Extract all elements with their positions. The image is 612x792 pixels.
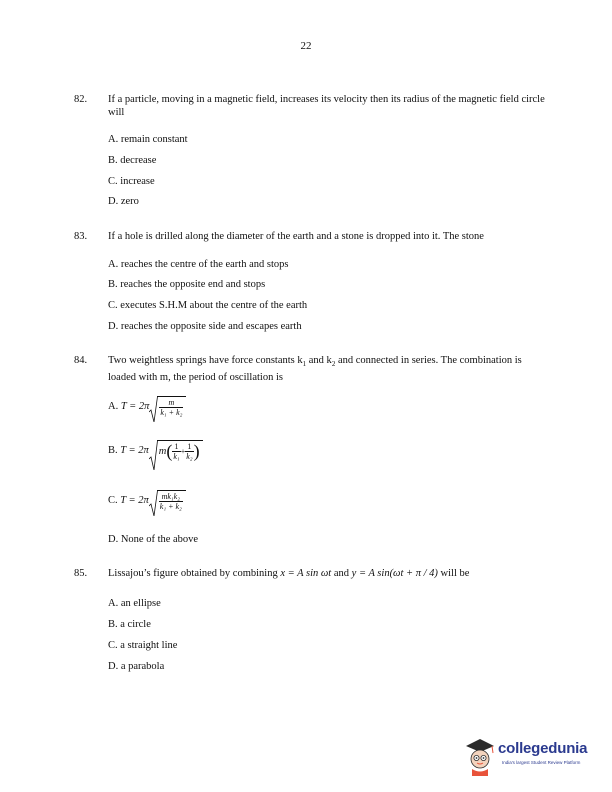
option-a: A. remain constant: [108, 134, 188, 145]
option-d: D. zero: [108, 196, 139, 207]
option-a: A. reaches the centre of the earth and stops: [108, 259, 289, 270]
option-d: D. None of the above: [108, 534, 199, 545]
option-c: C. increase: [108, 176, 155, 187]
question-text: Two weightless springs have force constants $k_1$ and $k_2$ and connected in series. The combination is loaded with m, the period of oscillation is: [108, 355, 522, 384]
question-number: 85.: [74, 568, 88, 579]
option-b: B. T = 2π m( $\frac{1}{\text{k₁}}$ + $\frac{1}{\text{k₂}}$ ): [108, 440, 203, 461]
option-c: C. T = 2π $\frac{\text{mk₁k₂}}{\text{k₁ + k₂}}$: [108, 490, 186, 511]
sqrt-sign: $\frac{m}{\text{k₁ + k₂}}$: [149, 396, 186, 417]
question-text: If a particle, moving in a magnetic field, increases its velocity then its radius of the magnetic field circle will: [108, 94, 545, 118]
question-number: 83.: [74, 231, 88, 242]
question-text: If a hole is drilled along the diameter of the earth and a stone is dropped into it. The stone: [108, 231, 484, 242]
question-text: Lissajou’s figure obtained by combining x = A sin ωt and y = A sin(ωt + π / 4) will be: [108, 568, 470, 579]
mascot-icon: [462, 736, 498, 776]
logo-wordmark: collegedunia: [498, 740, 588, 757]
sqrt-sign: $\frac{\text{mk₁k₂}}{\text{k₁ + k₂}}$: [149, 490, 186, 511]
option-b: B. reaches the opposite end and stops: [108, 279, 266, 290]
option-a: A. T = 2π $\frac{m}{\text{k₁ + k₂}}$: [108, 396, 186, 417]
option-c: C. a straight line: [108, 640, 178, 651]
option-d: D. reaches the opposite side and escapes earth: [108, 321, 302, 332]
option-d: D. a parabola: [108, 661, 165, 672]
option-b: B. a circle: [108, 619, 151, 630]
collegedunia-logo: [462, 736, 602, 776]
option-c: C. executes S.H.M about the centre of the earth: [108, 300, 308, 311]
option-a: A. an ellipse: [108, 598, 161, 609]
logo-tagline: India's largest Student Review Platform: [502, 760, 581, 765]
page-number: 22: [300, 40, 312, 52]
sqrt-sign: m( $\frac{1}{\text{k₁}}$ + $\frac{1}{\text{k₂}}$ ): [149, 440, 203, 461]
question-number: 82.: [74, 94, 88, 105]
question-number: 84.: [74, 355, 88, 366]
option-b: B. decrease: [108, 155, 157, 166]
